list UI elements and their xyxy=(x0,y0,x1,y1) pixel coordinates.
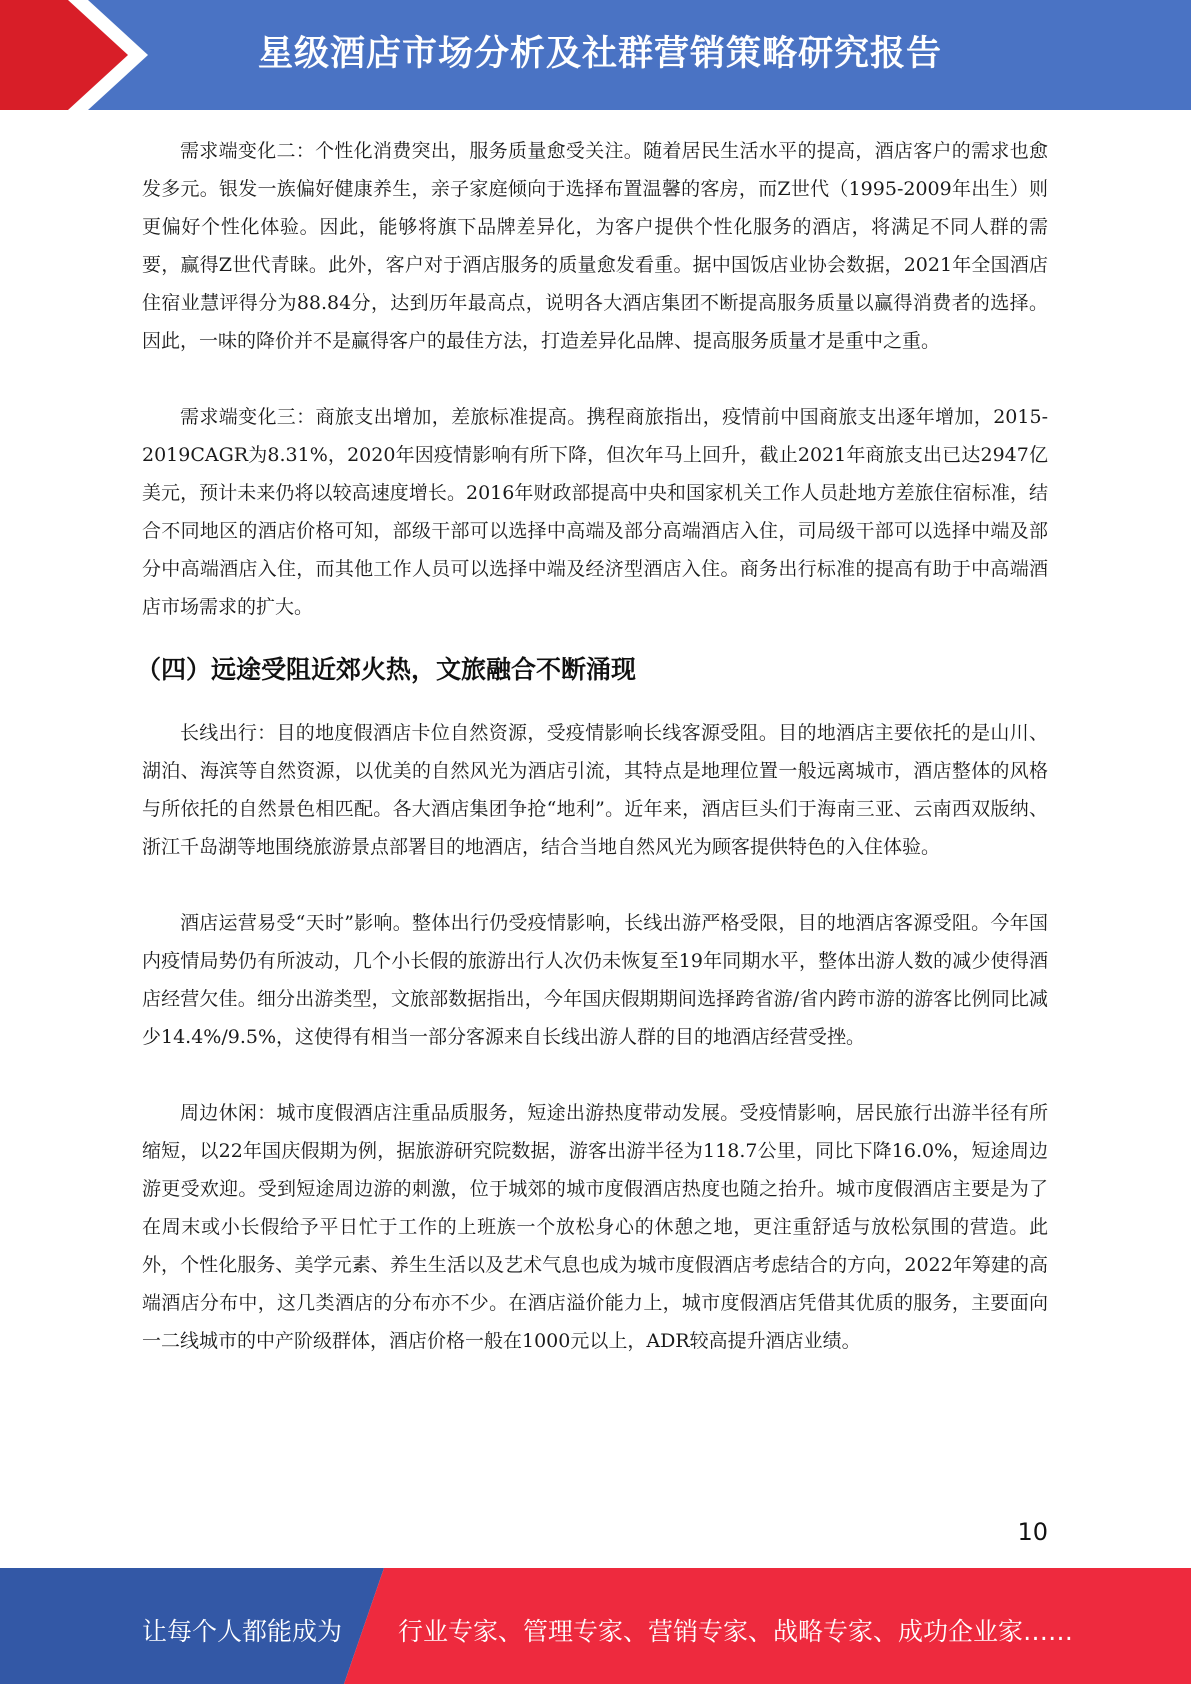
page-header xyxy=(0,0,1191,110)
paragraph-hotel-operations: 酒店运营易受“天时”影响。整体出行仍受疫情影响，长线出游严格受限，目的地酒店客源受阻。今年国内疫情局势仍有所波动，几个小长假的旅游出行人次仍未恢复至19年同期水平，整体出游人数的减少使得酒店经营欠佳。细分出游类型，文旅部数据指出，今年国庆假期期间选择跨省游/省内跨市游的游客比例同比减少14.4%/9.5%，这使得有相当一部分客源来自长线出游人群的目的地酒店经营受挫。 xyxy=(142,912,1048,1048)
paragraph-nearby-leisure: 周边休闲：城市度假酒店注重品质服务，短途出游热度带动发展。受疫情影响，居民旅行出游半径有所缩短，以22年国庆假期为例，据旅游研究院数据，游客出游半径为118.7公里，同比下降16.0%，短途周边游更受欢迎。受到短途周边游的刺激，位于城郊的城市度假酒店热度也随之抬升。城市度假酒店主要是为了在周末或小长假给予平日忙于工作的上班族一个放松身心的休憩之地，更注重舒适与放松氛围的营造。此外，个性化服务、美学元素、养生生活以及艺术气息也成为城市度假酒店考虑结合的方向，2022年筹建的高端酒店分布中，这几类酒店的分布亦不少。在酒店溢价能力上，城市度假酒店凭借其优质的服务，主要面向一二线城市的中产阶级群体，酒店价格一般在1000元以上，ADR较高提升酒店业绩。 xyxy=(142,1102,1048,1352)
paragraph-demand-change-2: 需求端变化二：个性化消费突出，服务质量愈受关注。随着居民生活水平的提高，酒店客户的需求也愈发多元。银发一族偏好健康养生，亲子家庭倾向于选择布置温馨的客房，而Z世代（1995-2009年出生）则更偏好个性化体验。因此，能够将旗下品牌差异化，为客户提供个性化服务的酒店，将满足不同人群的需要，赢得Z世代青睐。此外，客户对于酒店服务的质量愈发看重。据中国饭店业协会数据，2021年全国酒店住宿业慧评得分为88.84分，达到历年最高点，说明各大酒店集团不断提高服务质量以赢得消费者的选择。因此，一味的降价并不是赢得客户的最佳方法，打造差异化品牌、提高服务质量才是重中之重。 xyxy=(142,140,1048,352)
document-body xyxy=(136,132,1048,1360)
section-heading-4: （四）远途受阻近郊火热，文旅融合不断涌现 xyxy=(136,655,637,684)
footer-slogan-left: 让每个人都能成为 xyxy=(142,1617,343,1646)
page-number: 10 xyxy=(1017,1518,1048,1546)
page-footer xyxy=(0,1568,1191,1684)
paragraph-long-distance-travel: 长线出行：目的地度假酒店卡位自然资源，受疫情影响长线客源受阻。目的地酒店主要依托的是山川、湖泊、海滨等自然资源，以优美的自然风光为酒店引流，其特点是地理位置一般远离城市，酒店整体的风格与所依托的自然景色相匹配。各大酒店集团争抢“地利”。近年来，酒店巨头们于海南三亚、云南西双版纳、浙江千岛湖等地围绕旅游景点部署目的地酒店，结合当地自然风光为顾客提供特色的入住体验。 xyxy=(142,722,1048,858)
paragraph-demand-change-3: 需求端变化三：商旅支出增加，差旅标准提高。携程商旅指出，疫情前中国商旅支出逐年增加，2015-2019CAGR为8.31%，2020年因疫情影响有所下降，但次年马上回升，截止2021年商旅支出已达2947亿美元，预计未来仍将以较高速度增长。2016年财政部提高中央和国家机关工作人员赴地方差旅住宿标准，结合不同地区的酒店价格可知，部级干部可以选择中高端及部分高端酒店入住，司局级干部可以选择中端及部分中高端酒店入住，而其他工作人员可以选择中端及经济型酒店入住。商务出行标准的提高有助于中高端酒店市场需求的扩大。 xyxy=(142,406,1048,618)
report-title: 星级酒店市场分析及社群营销策略研究报告 xyxy=(258,34,943,74)
footer-slogan-right: 行业专家、管理专家、营销专家、战略专家、成功企业家…… xyxy=(398,1617,1074,1646)
